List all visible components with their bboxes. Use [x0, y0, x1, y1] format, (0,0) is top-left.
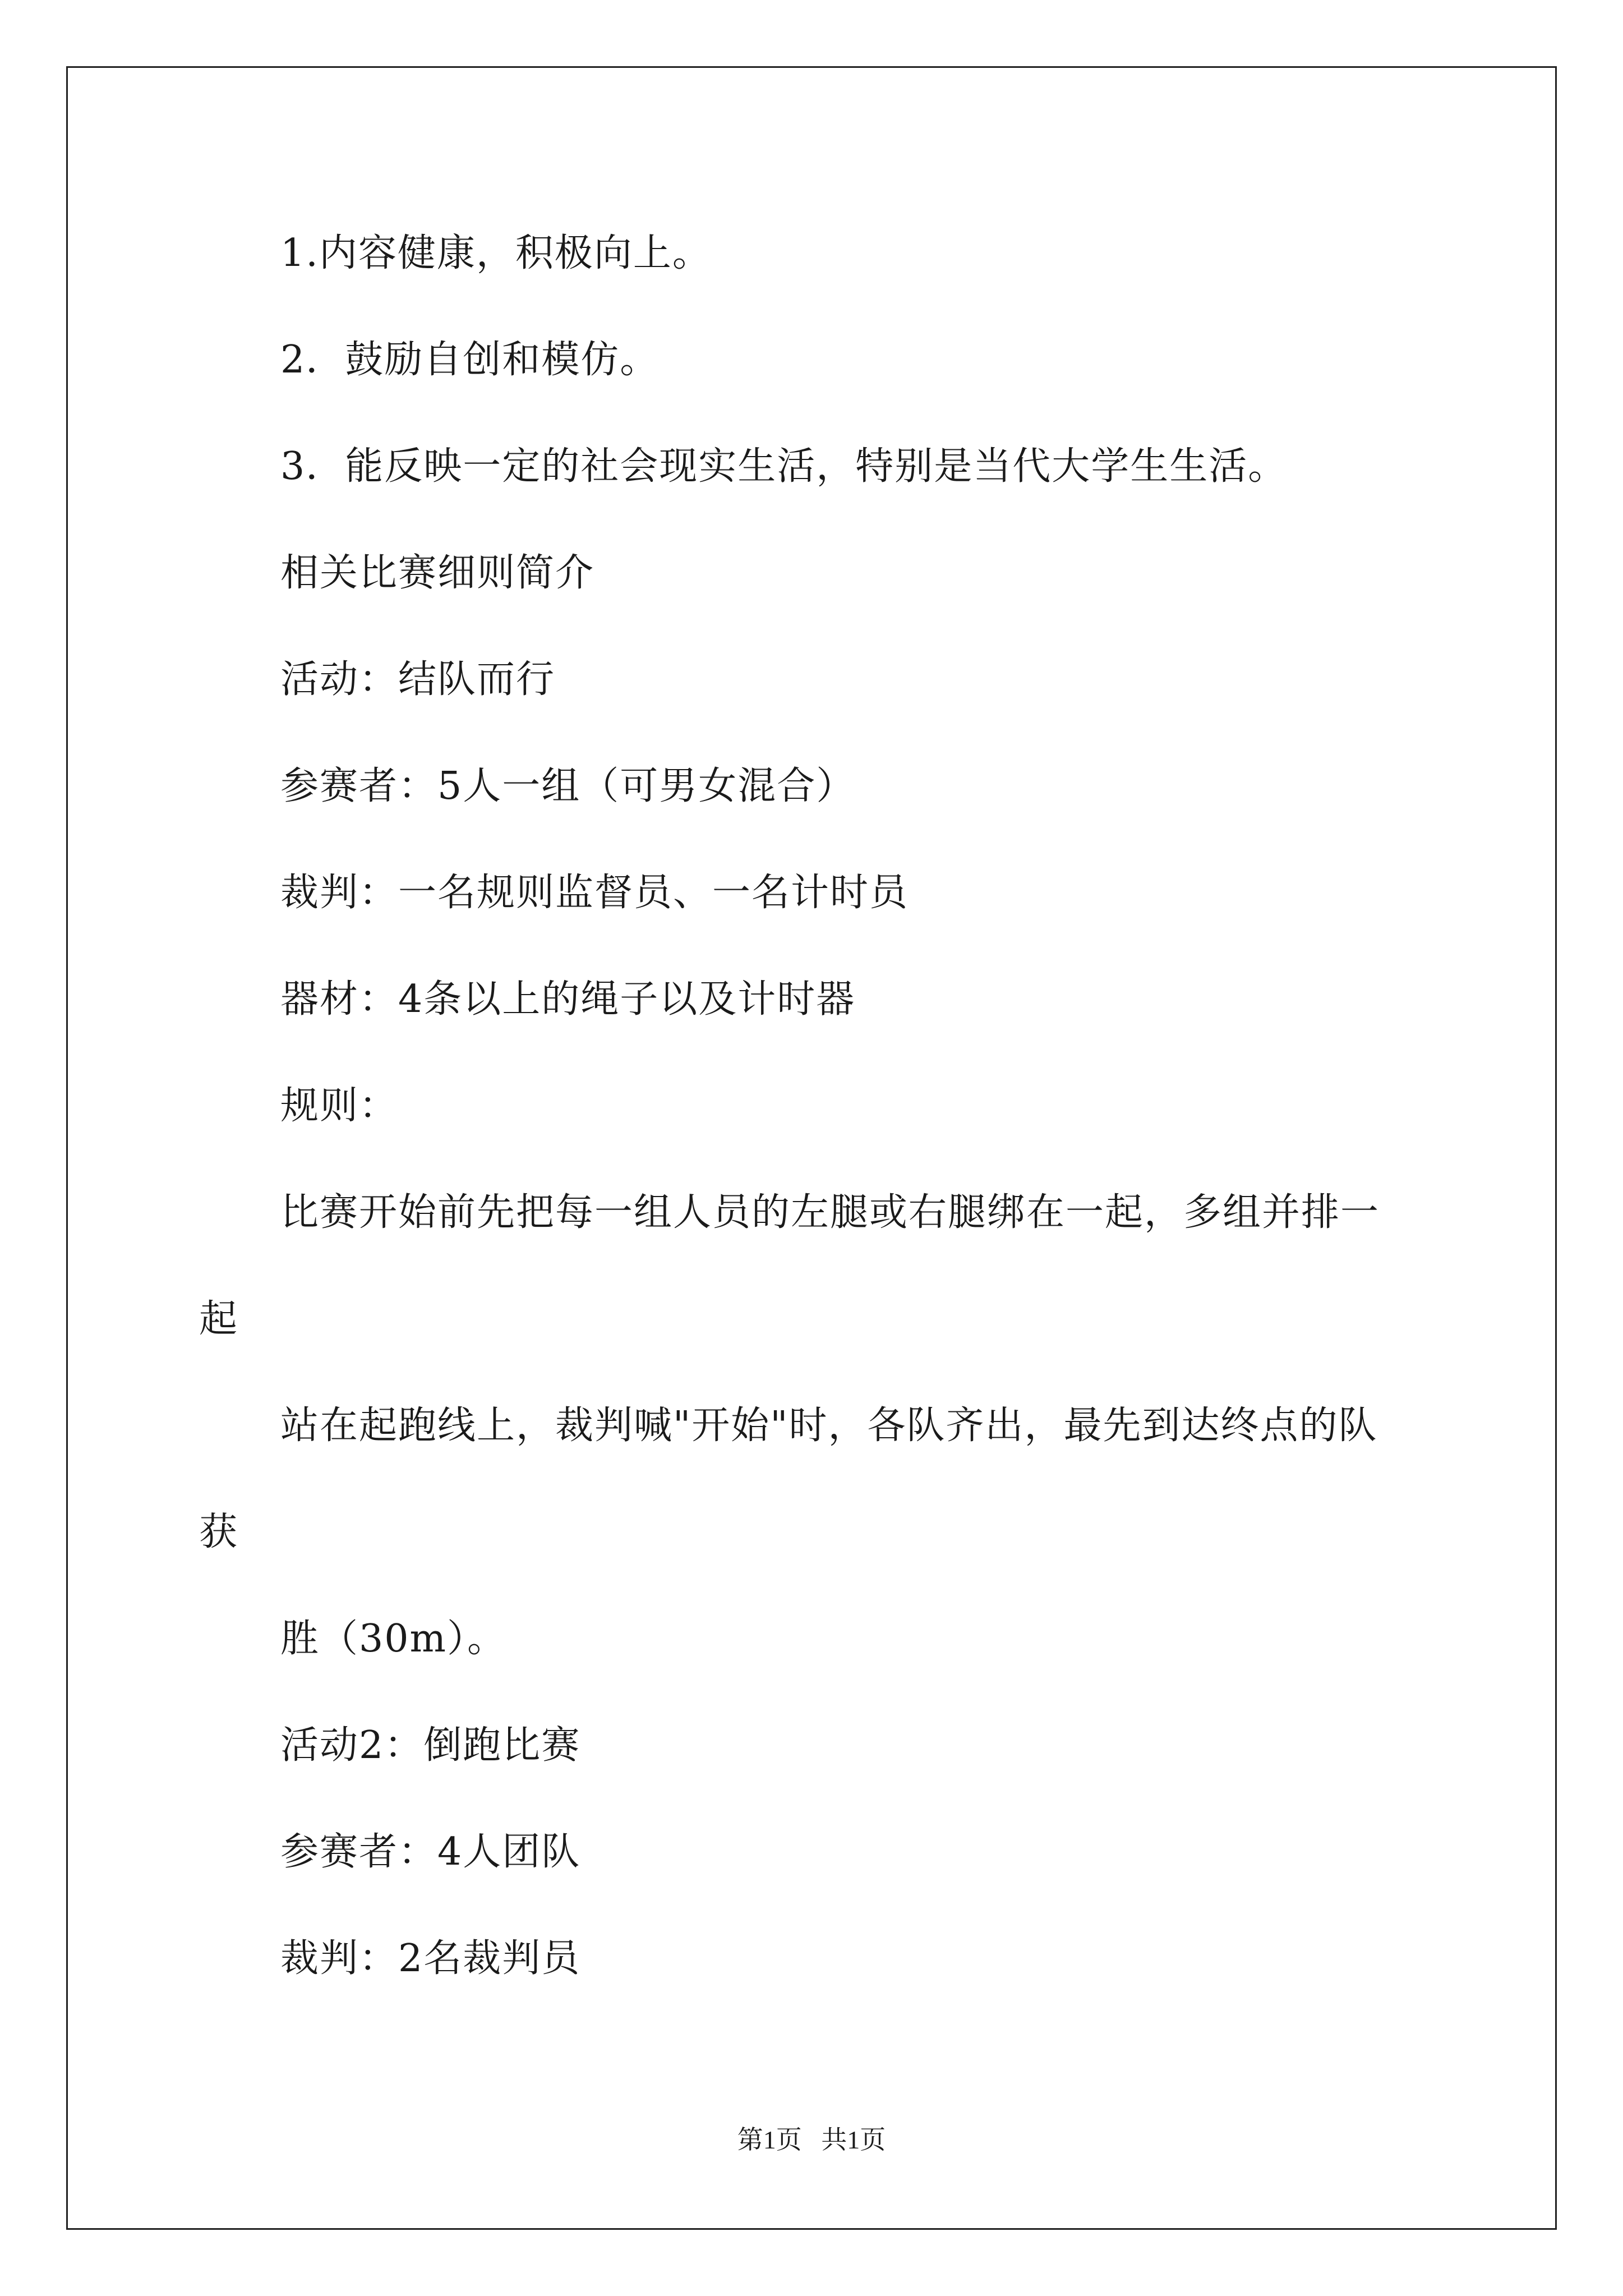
text-line: 3．能反映一定的社会现实生活，特别是当代大学生生活。	[280, 444, 1288, 489]
text-line: 1.内容健康，积极向上。	[280, 231, 712, 275]
text-line: 胜（30m）。	[280, 1617, 507, 1661]
text-line: 活动2：倒跑比赛	[280, 1723, 581, 1768]
text-line: 2．鼓励自创和模仿。	[280, 338, 660, 382]
text-line: 裁判：一名规则监督员、一名计时员	[280, 871, 909, 915]
text-line: 参赛者：5人一组（可男女混合）	[280, 764, 856, 808]
text-line: 活动：结队而行	[280, 657, 556, 702]
text-line: 裁判：2名裁判员	[280, 1936, 581, 1981]
page-border	[66, 66, 1557, 2230]
text-line: 相关比赛细则简介	[280, 551, 595, 595]
text-line: 参赛者：4人团队	[280, 1830, 581, 1874]
text-line: 起	[199, 1297, 239, 1341]
text-line: 器材：4条以上的绳子以及计时器	[280, 977, 856, 1022]
text-line: 规则：	[280, 1084, 399, 1128]
text-line: 站在起跑线上，裁判喊"开始"时，各队齐出，最先到达终点的队	[280, 1404, 1378, 1448]
page-footer: 第1页 共1页	[737, 2125, 886, 2154]
text-line: 比赛开始前先把每一组人员的左腿或右腿绑在一起，多组并排一	[280, 1190, 1380, 1235]
text-line: 获	[199, 1510, 239, 1554]
